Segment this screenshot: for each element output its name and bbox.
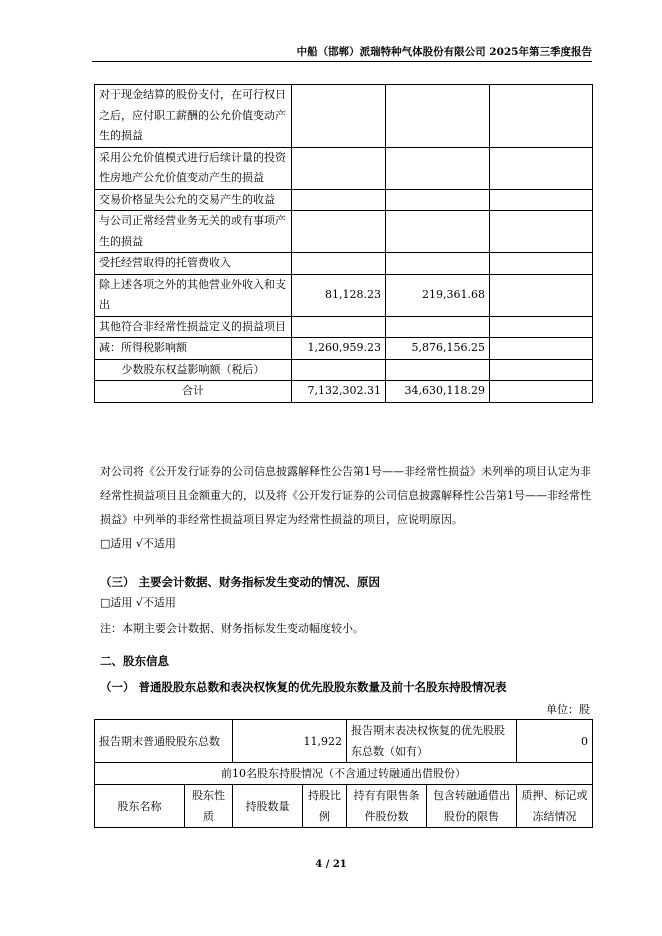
column-header: 持股比例 — [303, 785, 347, 828]
current-value: 1,260,959.23 — [292, 338, 386, 360]
table-row — [95, 253, 593, 275]
row-label: 采用公允价值模式进行后续计量的投资性房地产公允价值变动产生的损益 — [95, 147, 292, 189]
table-row — [95, 720, 593, 763]
shareholders-table — [94, 719, 593, 828]
column-header: 包含转融通借出股份的限售 — [427, 785, 517, 828]
ytd-value — [386, 85, 490, 148]
table-row — [95, 85, 593, 148]
current-value: 7,132,302.31 — [292, 381, 386, 403]
ytd-value — [386, 189, 490, 211]
header-rule — [92, 61, 592, 62]
current-value — [292, 253, 386, 275]
current-value — [292, 316, 386, 338]
column-header: 股东性质 — [185, 785, 233, 828]
row-label: 其他符合非经常性损益定义的损益项目 — [95, 316, 292, 338]
ytd-value — [386, 147, 490, 189]
row-label: 与公司正常经营业务无关的或有事项产生的损益 — [95, 211, 292, 253]
note-cell — [490, 147, 593, 189]
note-cell — [490, 381, 593, 403]
ytd-value: 219,361.68 — [386, 274, 490, 316]
row-label: 交易价格显失公允的交易产生的收益 — [95, 189, 292, 211]
table-row — [95, 763, 593, 785]
preferred-holders-label: 报告期末表决权恢复的优先股股东总数（如有） — [347, 720, 517, 763]
table-row — [95, 189, 593, 211]
note-cell — [490, 359, 593, 381]
table-row — [95, 274, 593, 316]
ytd-value — [386, 316, 490, 338]
table-row — [95, 381, 593, 403]
ytd-value — [386, 253, 490, 275]
note-cell — [490, 189, 593, 211]
section-two-title: 二、股东信息 — [100, 654, 169, 668]
row-label: 受托经营取得的托管费收入 — [95, 253, 292, 275]
applicability-check-2: □适用 √不适用 — [100, 596, 176, 609]
common-holders-label: 报告期末普通股股东总数 — [95, 720, 233, 763]
unit-label: 单位：股 — [546, 703, 590, 716]
note-cell — [490, 85, 593, 148]
table-row — [95, 359, 593, 381]
row-label: 对于现金结算的股份支付，在可行权日之后，应付职工薪酬的公允价值变动产生的损益 — [95, 85, 292, 148]
note-cell — [490, 338, 593, 360]
column-header: 质押、标记或冻结情况 — [517, 785, 593, 828]
row-label: 除上述各项之外的其他营业外收入和支出 — [95, 274, 292, 316]
ytd-value: 5,876,156.25 — [386, 338, 490, 360]
section-3-title: （三） 主要会计数据、财务指标发生变动的情况、原因 — [100, 575, 381, 589]
note-cell — [490, 253, 593, 275]
current-value — [292, 189, 386, 211]
ytd-value — [386, 211, 490, 253]
table-header-row — [95, 785, 593, 828]
page-header: 中船（邯郸）派瑞特种气体股份有限公司 2025年第三季度报告 — [296, 46, 592, 58]
row-label: 少数股东权益影响额（税后） — [95, 359, 292, 381]
current-value — [292, 359, 386, 381]
note-cell — [490, 316, 593, 338]
page-number: 4 / 21 — [315, 859, 347, 870]
note-text: 注：本期主要会计数据、财务指标发生变动幅度较小。 — [100, 622, 364, 635]
current-value — [292, 85, 386, 148]
table-row — [95, 211, 593, 253]
row-label: 合计 — [95, 381, 292, 403]
column-header: 持有有限售条件股份数 — [347, 785, 427, 828]
top10-title: 前10名股东持股情况（不含通过转融通出借股份） — [95, 763, 593, 785]
table-row — [95, 316, 593, 338]
non-recurring-gains-table — [94, 84, 593, 403]
ytd-value — [386, 359, 490, 381]
preferred-holders-value: 0 — [517, 720, 593, 763]
explanation-paragraph: 对公司将《公开发行证券的公司信息披露解释性公告第1号——非经常性损益》未列举的项目认定为非经常性损益项目且金额重大的，以及将《公开发行证券的公司信息披露解释性公告第1号——非经常性损益》中列举的非经常性损益项目界定为经常性损益的项目，应说明原因。 — [100, 465, 591, 526]
common-holders-value: 11,922 — [233, 720, 347, 763]
subsection-1-title: （一） 普通股股东总数和表决权恢复的优先股股东数量及前十名股东持股情况表 — [100, 680, 507, 694]
current-value — [292, 147, 386, 189]
current-value: 81,128.23 — [292, 274, 386, 316]
column-header: 持股数量 — [233, 785, 303, 828]
column-header: 股东名称 — [95, 785, 185, 828]
note-cell — [490, 274, 593, 316]
applicability-check-1: □适用 √不适用 — [100, 537, 176, 550]
ytd-value: 34,630,118.29 — [386, 381, 490, 403]
table-row — [95, 338, 593, 360]
note-cell — [490, 211, 593, 253]
row-label: 减：所得税影响额 — [95, 338, 292, 360]
current-value — [292, 211, 386, 253]
table-row — [95, 147, 593, 189]
